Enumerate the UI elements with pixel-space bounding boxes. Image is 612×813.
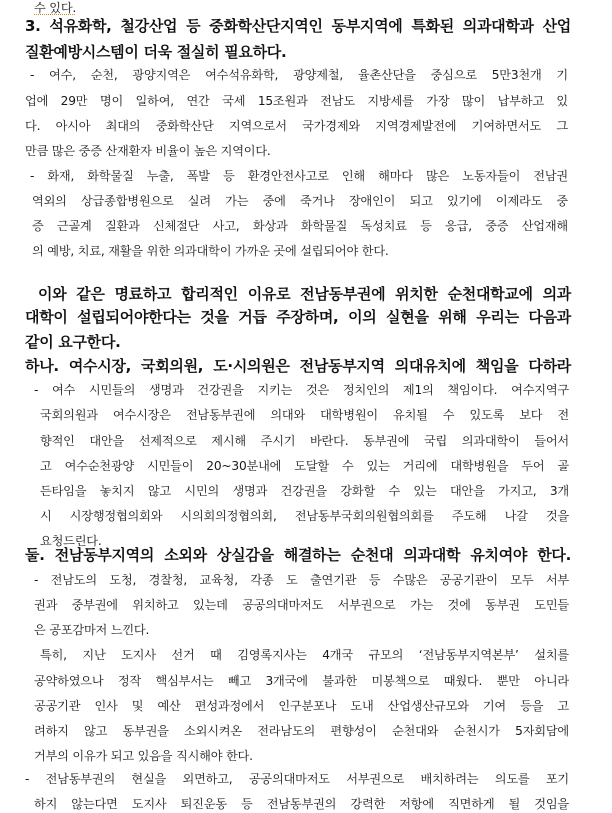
demand-1-bullet-line: 향적인 대안을 선제적으로 제시해 주시기 바란다. 동부권에 국립 의과대학이 들어서 xyxy=(40,434,569,448)
section-3-bullet-1-line: 다. 아시아 최대의 중화학산단 지역으로서 국가경제와 지역경제발전에 기여하면서도 그 xyxy=(25,119,568,133)
section-3-bullet-2-line: 역외의 상급종합병원으로 실려 가는 중에 죽거나 장애인이 되고 있기에 이제라도 중 xyxy=(32,194,568,208)
demand-2-paragraph-line: 려하지 않고 동부권을 소외시켜온 전라남도의 편향성이 순천대와 순천시가 5자회담에 xyxy=(34,724,569,738)
demand-2-bullet-1-line: - 전남도의 도청, 경찰청, 교육청, 각종 도 출연기관 등 수많은 공공기관이 모두 서부 xyxy=(34,573,569,587)
conclusion-line: 같이 요구한다. xyxy=(25,333,121,351)
demand-2-bullet-2-line: 하지 않는다면 도지사 퇴진운동 등 전남동부권의 강력한 저항에 직면하게 될 것임을 xyxy=(34,797,569,811)
demand-2-bullet-1-line: 권과 중부권에 위치하고 있는데 공공의대마저도 서부권으로 가는 것에 동부권 도민들 xyxy=(34,598,569,612)
section-3-bullet-2-line: - 화재, 화학물질 누출, 폭발 등 환경안전사고로 인해 해마다 많은 노동자들이 전남권 xyxy=(30,169,568,183)
continuation-span: 수 있다. xyxy=(34,1,77,15)
conclusion-line: 이와 같은 명료하고 합리적인 이유로 전남동부권에 위치한 순천대학교에 의과 xyxy=(38,285,571,303)
demand-1-bullet-line: 국회의원과 여수시장은 전남동부권에 의대와 대학병원이 유치될 수 있도록 보다 전 xyxy=(40,408,569,422)
demand-2-paragraph-line: 거부의 이유가 되고 있음을 직시해야 한다. xyxy=(34,749,253,763)
demand-1-bullet-line: - 여수 시민들의 생명과 건강권을 지키는 것은 정치인의 제1의 책임이다. 여수지역구 xyxy=(34,383,569,397)
demand-1-bullet-line: 요청드린다. xyxy=(40,534,102,548)
demand-1-bullet-line: 고 여수순천광양 시민들이 20~30분내에 도달할 수 있는 거리에 대학병원을 두어 골 xyxy=(40,459,569,473)
demand-2-bullet-2-line: - 전남동부권의 현실을 외면하고, 공공의대마저도 서부권으로 배치하려는 의도를 포기 xyxy=(25,772,569,786)
section-3-heading-line-1: 3. 석유화학, 철강산업 등 중화학산단지역인 동부지역에 특화된 의과대학과 산업 xyxy=(25,17,571,35)
demand-1-heading: 하나. 여수시장, 국회의원, 도·시의원은 전남동부지역 의대유치에 책임을 다하라 xyxy=(25,357,571,375)
demand-2-paragraph-line: 공약하였으나 정작 핵심부서는 빼고 3개국에 불과한 미봉책으로 때웠다. 뿐만 아니라 xyxy=(34,674,569,688)
section-3-heading-line-2: 질환예방시스템이 더욱 절실히 필요하다. xyxy=(25,43,287,61)
demand-2-heading: 둘. 전남동부지역의 소외와 상실감을 해결하는 순천대 의과대학 유치여야 한다. xyxy=(25,546,571,564)
section-3-bullet-1-line: 업에 29만 명이 일하여, 연간 국세 15조원과 전남도 지방세를 가장 많이 납부하고 있 xyxy=(25,94,568,108)
section-3-bullet-1-line: 만큼 많은 중증 산재환자 비율이 높은 지역이다. xyxy=(25,144,271,158)
section-3-bullet-2-line: 의 예방, 치료, 재활을 위한 의과대학이 가까운 곳에 설립되어야 한다. xyxy=(32,244,389,258)
demand-2-paragraph-line: 특히, 지난 도지사 선거 때 김영록지사는 4개국 규모의 ‘전남동부지역본부’ 설치를 xyxy=(40,648,569,662)
demand-1-bullet-line: 든타임을 놓치지 않고 시민의 생명과 건강권을 강화할 수 있는 대안을 가지고, 3개 xyxy=(40,484,569,498)
demand-2-bullet-1-line: 은 공포감마저 느낀다. xyxy=(34,623,150,637)
section-3-bullet-2-line: 증 근골계 질환과 신체절단 사고, 화상과 화학물질 독성치료 등 응급, 중증 산업재해 xyxy=(32,219,568,233)
conclusion-line: 대학이 설립되어야한다는 것을 거듭 주장하며, 이의 실현을 위해 우리는 다음과 xyxy=(25,308,571,326)
demand-1-bullet-line: 시 시장행정협의회와 시의회의정협의회, 전남동부국회의원협의회를 주도해 나갈 것을 xyxy=(40,509,569,523)
demand-2-paragraph-line: 공공기관 인사 및 예산 편성과정에서 인구분포나 도내 산업생산규모와 기여 등을 고 xyxy=(34,699,569,713)
section-3-bullet-1-line: - 여수, 순천, 광양지역은 여수석유화학, 광양제철, 율촌산단을 중심으로 5만3천개 기 xyxy=(30,68,568,82)
